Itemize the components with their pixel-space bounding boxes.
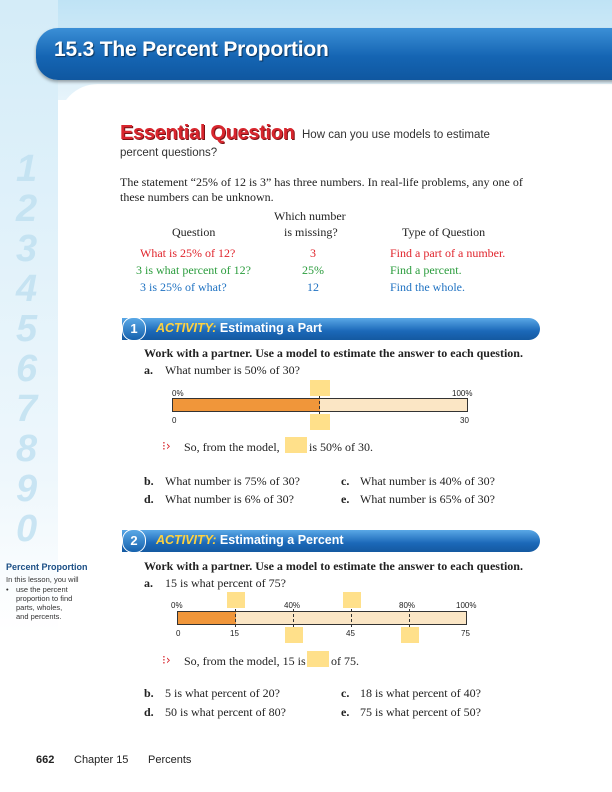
model-2-bar [177,611,467,625]
sidebar-bullet-icon: • [6,585,9,594]
sidebar-bullet-line: parts, wholes, [16,603,63,612]
activity-1-title [156,321,322,335]
table-header-type: Type of Question [402,225,486,239]
activity-2-b-letter: b. [144,686,154,700]
deco-digit: 0 [16,508,38,550]
activity-1-a-text: What number is 50% of 30? [165,363,300,377]
table-row-question: 3 is 25% of what? [140,280,227,294]
activity-1-c-letter: c. [341,474,350,488]
model-2-top-label: 40% [284,601,301,610]
table-row-question: What is 25% of 12? [140,246,236,260]
model-1-top-right: 100% [452,389,473,398]
activity-1-d-letter: d. [144,492,154,506]
activity-2-b-text: 5 is what percent of 20? [165,686,280,700]
activity-2-a-text: 15 is what percent of 75? [165,576,286,590]
activity-1-label: Estimating a Part [219,321,323,335]
table-header-missing-2: is missing? [284,225,338,239]
model-1-bottom-left: 0 [172,416,177,425]
model-2-top-label: 0% [171,601,183,610]
activity-2-e-text: 75 is what percent of 50? [360,705,481,719]
table-row-question: 3 is what percent of 12? [136,263,251,277]
section-title: 15.3 The Percent Proportion [54,38,329,61]
activity-2-c-letter: c. [341,686,350,700]
activity-1-so-text: So, from the model, [184,440,280,454]
deco-digit: 2 [16,188,38,230]
model-2-bottom-label: 0 [176,629,181,638]
activity-1-e-letter: e. [341,492,350,506]
intro-line-1: The statement “25% of 12 is 3” has three numbers. In real-life problems, any one of [120,175,523,189]
so-answer-box[interactable] [285,437,307,453]
answer-box-number[interactable] [310,414,330,430]
activity-2-instruction: Work with a partner. Use a model to estimate the answer to each question. [144,559,523,573]
table-row-missing: 3 [310,246,316,260]
footer-topic: Percents [148,754,192,766]
sidebar-title: Percent Proportion [6,562,88,572]
deco-digit: 9 [16,468,38,510]
activity-1-b-text: What number is 75% of 30? [165,474,300,488]
table-row-type: Find the whole. [390,280,465,294]
activity-1-number: 1 [122,317,146,341]
activity-2-so-text-2: of 75. [331,654,359,668]
table-row-type: Find a percent. [390,263,462,277]
model-2-bottom-label: 75 [461,629,470,638]
essential-question-heading: Essential Question [120,122,295,144]
essential-question-text: How can you use models to estimate [302,129,490,141]
activity-2-a-letter: a. [144,576,153,590]
activity-2-e-letter: e. [341,705,350,719]
model-2-divider [235,609,236,627]
deco-digit: 7 [16,388,38,430]
answer-box-percent[interactable] [310,380,330,396]
intro-line-2: these numbers can be unknown. [120,190,274,204]
deco-digit: 4 [16,268,38,310]
table-header-question: Question [172,225,216,239]
essential-question-text-2: percent questions? [120,147,218,159]
page-number: 662 [36,754,55,766]
model-2-bar-fill [178,612,236,624]
deco-digit: 3 [16,228,38,270]
sidebar-intro: In this lesson, you will [6,575,79,584]
activity-1-c-text: What number is 40% of 30? [360,474,495,488]
activity-1-e-text: What number is 65% of 30? [360,492,495,506]
answer-box-number[interactable] [285,627,303,643]
activity-1-a-letter: a. [144,363,153,377]
sidebar-bullet-line: and percents. [16,612,62,621]
activity-1-so-text-2: is 50% of 30. [309,440,373,454]
activity-2-label: Estimating a Percent [219,533,344,547]
activity-1-instruction: Work with a partner. Use a model to estimate the answer to each question. [144,346,523,360]
model-1-bottom-right: 30 [460,416,469,425]
deco-digit: 8 [16,428,38,470]
so-answer-box[interactable] [307,651,329,667]
activity-1-prefix: ACTIVITY: [156,321,217,335]
deco-digit: 1 [16,148,38,190]
model-2-top-label: 100% [456,601,477,610]
answer-box-percent[interactable] [227,592,245,608]
activity-2-title [156,533,344,547]
activity-2-prefix: ACTIVITY: [156,533,217,547]
activity-2-so-text: So, from the model, 15 is [184,654,306,668]
model-1-bar [172,398,468,412]
footer-chapter: Chapter 15 [74,754,129,766]
table-row-missing: 25% [302,263,324,277]
activity-2-c-text: 18 is what percent of 40? [360,686,481,700]
pointer-icon: ⁝› [162,653,171,667]
answer-box-number[interactable] [401,627,419,643]
activity-2-number: 2 [122,529,146,553]
sidebar-bullet-line: proportion to find [16,594,73,603]
table-row-missing: 12 [307,280,319,294]
model-2-top-label: 80% [399,601,416,610]
answer-box-percent[interactable] [343,592,361,608]
deco-digit: 6 [16,348,38,390]
sidebar-bullet-line: use the percent [16,585,68,594]
activity-1-d-text: What number is 6% of 30? [165,492,294,506]
model-2-divider [293,609,294,627]
activity-1-b-letter: b. [144,474,154,488]
model-1-divider [319,396,320,414]
table-header-missing-1: Which number [274,209,346,223]
deco-digit: 5 [16,308,38,350]
model-1-bar-fill [173,399,320,411]
pointer-icon: ⁝› [162,439,171,453]
model-2-divider [351,609,352,627]
model-2-bottom-label: 45 [346,629,355,638]
table-row-type: Find a part of a number. [390,246,506,260]
activity-2-d-letter: d. [144,705,154,719]
model-2-divider [409,609,410,627]
activity-2-d-text: 50 is what percent of 80? [165,705,286,719]
model-1-top-left: 0% [172,389,184,398]
model-2-bottom-label: 15 [230,629,239,638]
